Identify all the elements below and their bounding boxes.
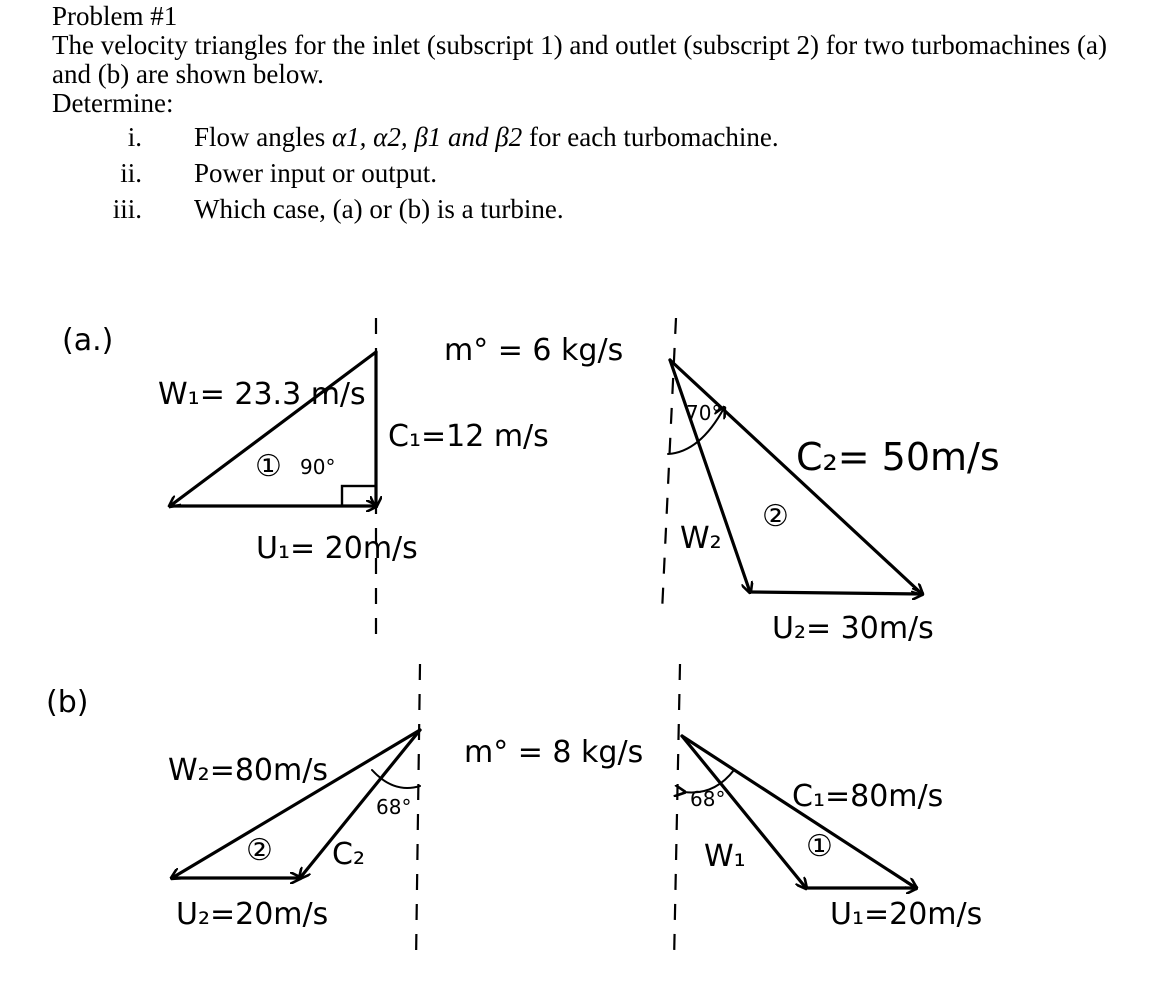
task-number: ii.	[120, 158, 142, 188]
task-text: Power input or output.	[194, 158, 437, 188]
case-b-w1-label: W₁	[704, 839, 746, 874]
case-b-mass-flow: m° = 8 kg/s	[464, 735, 644, 770]
task-text-prefix: Flow angles	[194, 122, 332, 152]
case-a-w2-vector	[670, 360, 750, 592]
task-number: i.	[127, 122, 142, 152]
case-b-c1-label: C₁=80m/s	[792, 779, 944, 814]
case-b-w2-label: W₂=80m/s	[168, 753, 328, 788]
case-b-label: (b)	[46, 685, 89, 720]
case-b-outlet-station-mark: ②	[246, 833, 273, 868]
task-text-greek: α1, α2, β1 and β2	[332, 122, 523, 152]
case-a-label: (a.)	[62, 323, 114, 358]
problem-intro: The velocity triangles for the inlet (subscript 1) and outlet (subscript 2) for two turbomachines (a) and (b) are shown below.	[52, 30, 1107, 89]
case-a-c1-label: C₁=12 m/s	[388, 419, 549, 454]
case-b-inlet-station-mark: ①	[806, 829, 833, 864]
problem-title: Problem #1	[52, 1, 178, 31]
case-a-right-angle-mark	[342, 486, 376, 506]
case-b-outlet-angle-label: 68°	[376, 795, 412, 819]
case-a-w2-label: W₂	[680, 521, 722, 556]
case-a-c2-label: C₂= 50m/s	[796, 435, 1000, 479]
case-a-u2-vector	[750, 592, 922, 594]
determine-heading: Determine:	[52, 88, 174, 118]
case-a-outlet-station-mark: ②	[762, 499, 789, 534]
task-text: Which case, (a) or (b) is a turbine.	[194, 194, 564, 224]
case-b-u1-label: U₁=20m/s	[830, 897, 983, 932]
case-b-c2-label: C₂	[332, 837, 365, 872]
task-text-suffix: for each turbomachine.	[522, 122, 779, 152]
case-a-outlet-angle-label: 70°	[686, 401, 722, 425]
task-number: iii.	[112, 194, 142, 224]
case-a-u2-label: U₂= 30m/s	[772, 611, 934, 646]
case-a-inlet-angle-label: 90°	[300, 455, 336, 479]
case-a-w1-label: W₁= 23.3 m/s	[158, 377, 366, 412]
case-b-inlet-angle-label: 68°	[690, 787, 726, 811]
case-b-inlet-axis-line	[674, 664, 680, 962]
case-a-inlet-station-mark: ①	[255, 449, 282, 484]
case-a-u1-label: U₁= 20m/s	[256, 531, 418, 566]
case-a-mass-flow: m° = 6 kg/s	[444, 333, 624, 368]
case-b-u2-label: U₂=20m/s	[176, 897, 329, 932]
case-b-outlet-axis-line	[416, 664, 420, 962]
